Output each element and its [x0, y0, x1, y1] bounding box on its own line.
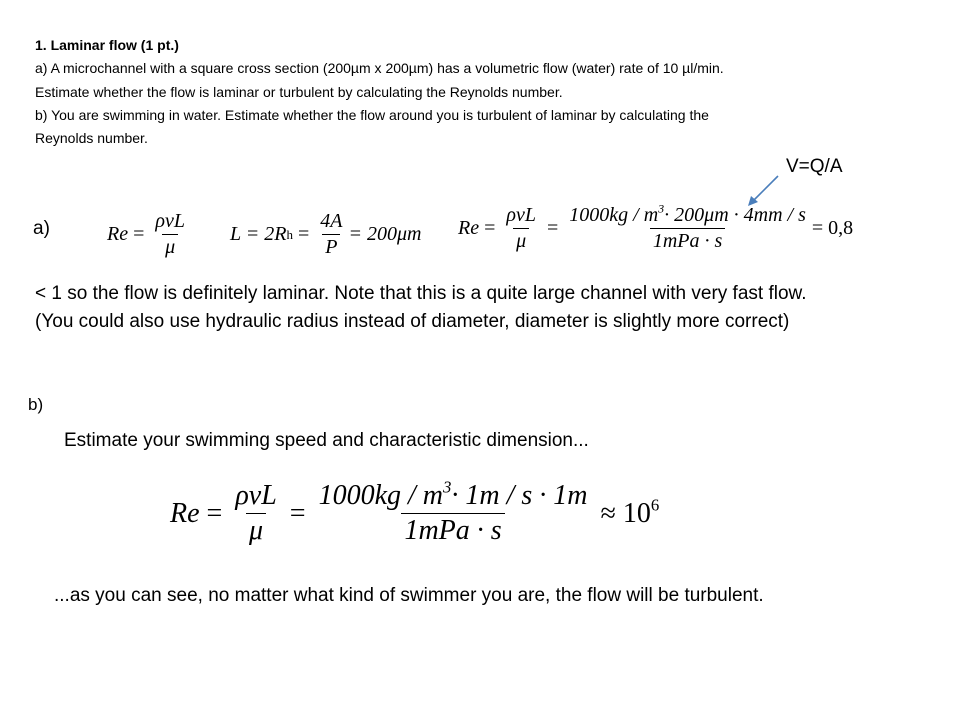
- calc-a-numerator: $1000kg / m^3\cdot 200\mu m \cdot 4mm / s$: [569, 201, 806, 226]
- re-denominator: μ: [246, 513, 266, 547]
- problem-part-a-line-1: a) A microchannel with a square cross section (200µm x 200µm) has a volumetric flow (water) rate of 10 µl/min.: [35, 60, 724, 76]
- hydraulic-length-equation: L = 2R h = $\frac{4A}{P}$ = 200μm: [230, 210, 422, 258]
- part-b-prompt: Estimate your swimming speed and characteristic dimension...: [64, 430, 589, 451]
- re-symbol: Re: [458, 217, 480, 239]
- reynolds-calculation-a: Re = $\frac{\text{ρvL}}{\mu}$ = $\frac{1000kg / m^3\cdot 200\mu m \cdot 4mm / s}{\text{1mPa · s}}$ = 0,8: [458, 201, 854, 252]
- calc-a-result: = 0,8: [811, 217, 854, 239]
- re-numerator: ρvL: [155, 210, 185, 232]
- part-a-conclusion-1: < 1 so the flow is definitely laminar. Note that this is a quite large channel with very fast flow.: [35, 283, 807, 304]
- re-denominator: μ: [513, 228, 529, 253]
- length-lhs: L = 2R: [230, 223, 287, 245]
- problem-part-a-line-2: Estimate whether the flow is laminar or turbulent by calculating the Reynolds number.: [35, 84, 563, 100]
- problem-part-b-line-1: b) You are swimming in water. Estimate whether the flow around you is turbulent of laminar by calculating the: [35, 107, 709, 123]
- velocity-annotation: V=Q/A: [786, 156, 843, 177]
- calc-b-denominator: 1mPa · s: [401, 513, 504, 547]
- re-denominator: μ: [162, 234, 178, 259]
- part-b-conclusion: ...as you can see, no matter what kind of swimmer you are, the flow will be turbulent.: [54, 585, 764, 606]
- part-a-label: a): [33, 218, 50, 239]
- length-result: = 200μm: [348, 223, 422, 245]
- calc-a-denominator: 1mPa · s: [650, 228, 725, 253]
- part-b-label: b): [28, 395, 44, 414]
- calc-b-result: ≈ $10^6$: [600, 494, 660, 529]
- reynolds-definition: Re = $\frac{\text{ρvL}}{\mu}$: [107, 210, 191, 259]
- reynolds-calculation-b: Re = $\frac{\text{ρvL}}{\mu}$ = $\frac{1000kg / m^3\cdot 1m / s \cdot 1m}{\text{1mPa · s}}$ ≈ $10^6$: [170, 477, 660, 546]
- re-numerator: ρvL: [506, 204, 536, 226]
- problem-part-b-line-2: Reynolds number.: [35, 130, 148, 146]
- length-denominator: P: [322, 234, 340, 259]
- length-numerator: 4A: [320, 210, 343, 232]
- re-symbol: Re: [170, 497, 200, 529]
- re-numerator: ρvL: [235, 480, 277, 511]
- calc-b-numerator: $1000kg / m^3\cdot 1m / s \cdot 1m$: [318, 477, 588, 511]
- problem-title: 1. Laminar flow (1 pt.): [35, 37, 179, 53]
- re-symbol: Re: [107, 223, 129, 245]
- part-a-conclusion-2: (You could also use hydraulic radius instead of diameter, diameter is slightly more correct): [35, 311, 790, 332]
